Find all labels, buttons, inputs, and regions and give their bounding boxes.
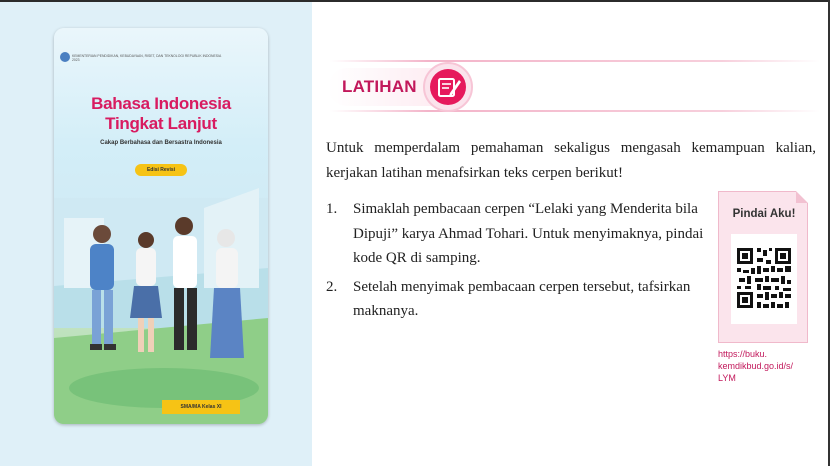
qr-title: Pindai Aku! [732, 208, 796, 220]
cover-illustration [54, 168, 268, 424]
heading-line-bottom [330, 110, 820, 112]
card-fold [796, 191, 808, 203]
list-item [326, 197, 706, 271]
list-number: 2. [326, 278, 338, 295]
book-title-line1: Bahasa Indonesia [91, 94, 231, 113]
book-cover [54, 28, 268, 424]
list-text: Simaklah pembacaan cerpen “Lelaki yang Menderita bila Dipuji” karya Ahmad Tohari. Untuk menyimaknya, pindai kode QR di samping. [353, 201, 704, 266]
list-item [326, 275, 706, 324]
list-number: 1. [326, 201, 338, 217]
qr-link-line3: LYM [718, 373, 736, 383]
book-title-line2: Tingkat Lanjut [105, 114, 217, 133]
pencil-paper-icon [423, 62, 473, 112]
heading-line-top [330, 60, 820, 62]
edition-badge: Edisi Revisi [135, 164, 187, 176]
grade-level-badge: SMA/MA Kelas XI [162, 400, 240, 414]
publisher-logo [60, 52, 70, 62]
qr-card [718, 191, 808, 343]
book-subtitle: Cakap Berbahasa dan Bersastra Indonesia [100, 140, 222, 146]
qr-link[interactable] [718, 348, 818, 384]
qr-link-line1: https://buku. [718, 349, 768, 359]
qr-link-line2: kemdikbud.go.id/s/ [718, 361, 794, 371]
exercise-list [326, 197, 706, 328]
list-text: Setelah menyimak pembacaan cerpen tersebut, tafsirkan maknanya. [353, 278, 691, 319]
qr-code[interactable] [731, 234, 797, 324]
intro-paragraph: Untuk memperdalam pemahaman sekaligus mengasah kemampuan kalian, kerjakan latihan menafsirkan teks cerpen berikut! [326, 140, 816, 181]
qr-code-icon [731, 234, 797, 324]
publisher-text: KEMENTERIAN PENDIDIKAN, KEBUDAYAAN, RISET, DAN TEKNOLOGI REPUBLIK INDONESIA 2023 [72, 54, 222, 63]
section-heading: LATIHAN [342, 77, 417, 96]
